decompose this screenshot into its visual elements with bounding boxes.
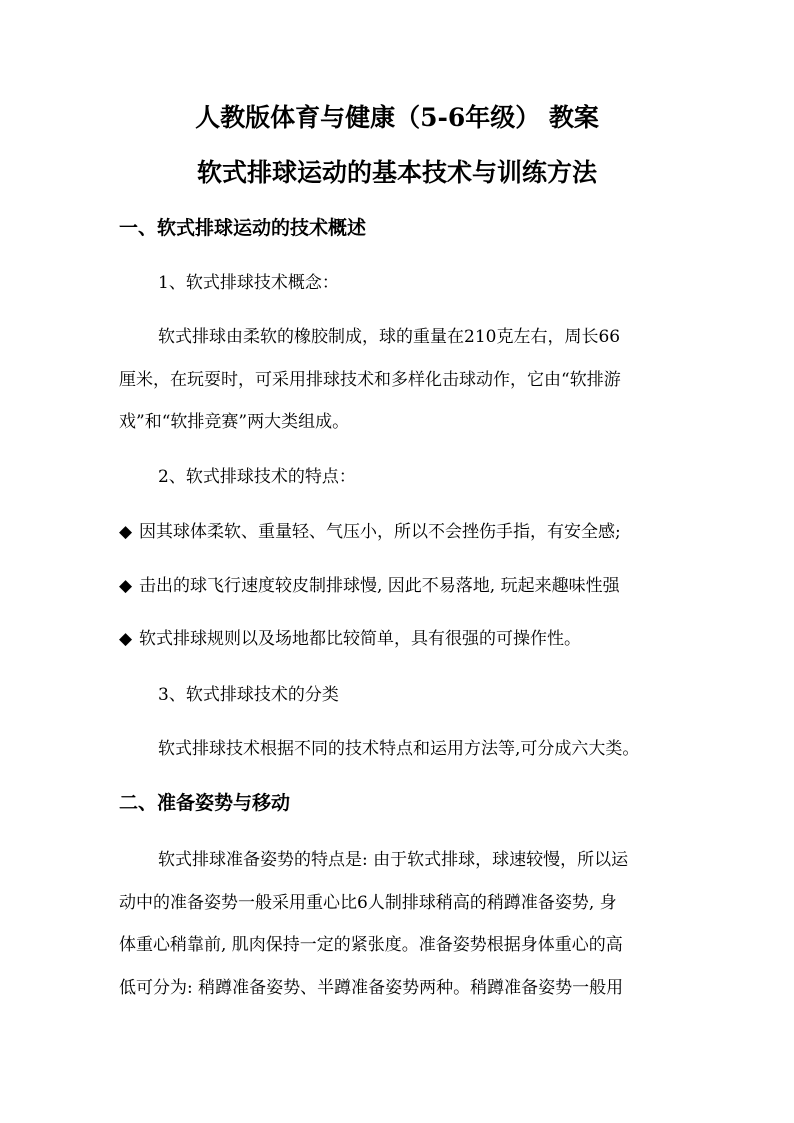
paragraph-line: 戏”和“软排竞赛”两大类组成。 (119, 412, 350, 432)
section1-subheading-1: 1、软式排球技术概念： (158, 273, 339, 293)
paragraph-line: 软式排球由柔软的橡胶制成，球的重量在210克左右，周长66 (158, 327, 621, 347)
document-title: 人教版体育与健康（5-6年级） 教案 (195, 103, 599, 132)
paragraph-line: 体重心稍靠前, 肌肉保持一定的紧张度。准备姿势根据身体重心的高 (119, 935, 623, 955)
paragraph-line: 软式排球准备姿势的特点是: 由于软式排球，球速较慢，所以运 (158, 850, 629, 870)
document-subtitle: 软式排球运动的基本技术与训练方法 (196, 158, 597, 187)
section1-subheading-2: 2、软式排球技术的特点： (158, 467, 356, 487)
section1-heading: 一、软式排球运动的技术概述 (119, 217, 367, 239)
bullet-text: 软式排球规则以及场地都比较简单，具有很强的可操作性。 (139, 629, 581, 649)
paragraph-line: 厘米，在玩耍时，可采用排球技术和多样化击球动作，它由“软排游 (119, 370, 621, 390)
bullet-item (119, 574, 620, 598)
diamond-bullet-icon: ◆ (119, 522, 133, 542)
bullet-text: 击出的球飞行速度较皮制排球慢, 因此不易落地, 玩起来趣味性强 (139, 576, 620, 596)
diamond-bullet-icon: ◆ (119, 629, 133, 649)
bullet-item (119, 520, 621, 544)
paragraph-line: 软式排球技术根据不同的技术特点和运用方法等,可分成六大类。 (158, 739, 640, 759)
paragraph-line: 低可分为: 稍蹲准备姿势、半蹲准备姿势两种。稍蹲准备姿势一般用 (119, 978, 624, 998)
section2-heading: 二、准备姿势与移动 (119, 792, 291, 814)
bullet-item (119, 627, 581, 651)
section1-subheading-3: 3、软式排球技术的分类 (158, 685, 339, 705)
bullet-text: 因其球体柔软、重量轻、气压小，所以不会挫伤手指，有安全感; (139, 522, 621, 542)
diamond-bullet-icon: ◆ (119, 576, 133, 596)
paragraph-line: 动中的准备姿势一般采用重心比6人制排球稍高的稍蹲准备姿势, 身 (119, 893, 617, 913)
